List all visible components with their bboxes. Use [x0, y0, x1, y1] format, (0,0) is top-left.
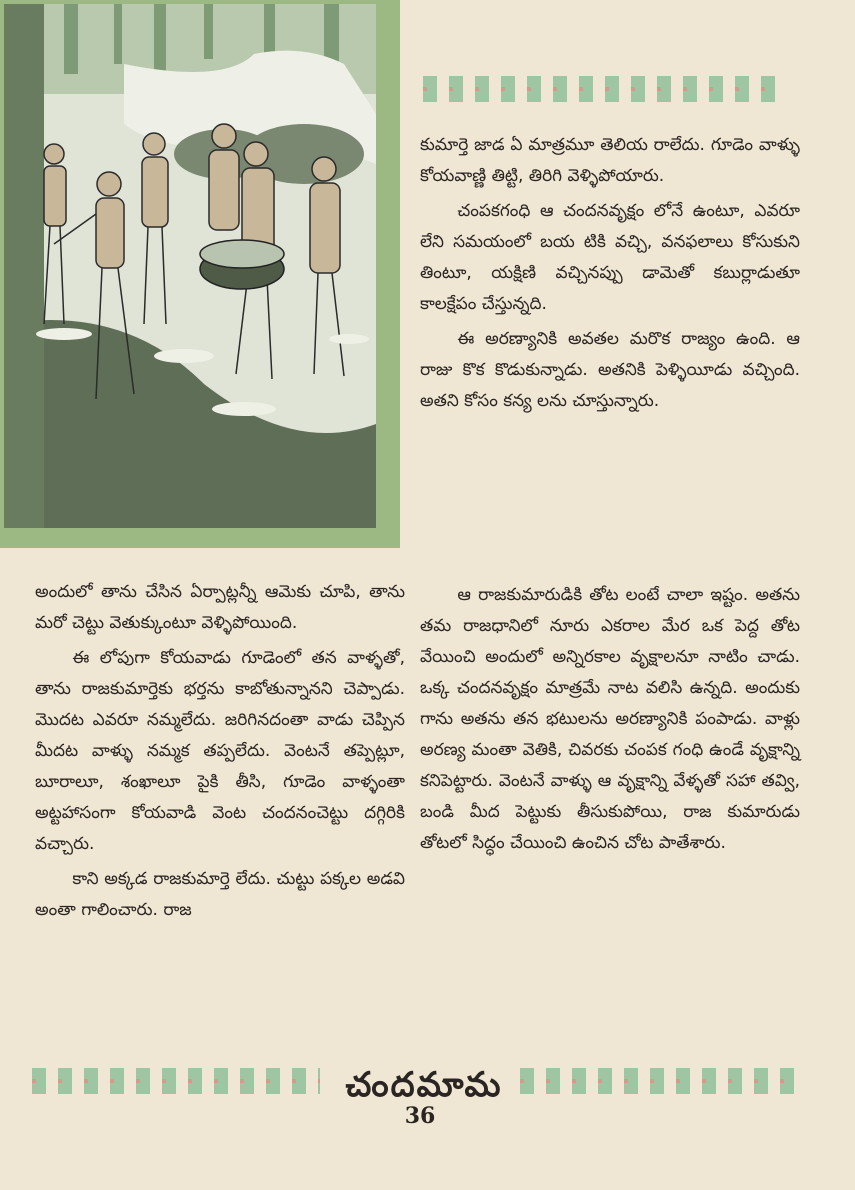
paragraph: చంపకగంధి ఆ చందనవృక్షం లోనే ఉంటూ, ఎవరూ లేని సమయంలో బయ టికి వచ్చి, వనఫలాలు కోసుకుని తింటూ, యక్షిణి వచ్చినప్పు డామెతో కబుర్లాడుతూ కాలక్షేపం చేస్తున్నది. [420, 201, 800, 314]
right-column-top [420, 130, 800, 421]
story-illustration [4, 4, 376, 528]
paragraph: ఆ రాజకుమారుడికి తోట లంటే చాలా ఇష్టం. అతను తమ రాజధానిలో నూరు ఎకరాల మేర ఒక పెద్ద తోట వేయించి అందులో అన్నిరకాల వృక్షాలనూ నాటిం చాడు. ఒక్క చందనవృక్షం మాత్రమే నాట వలిసి ఉన్నది. అందుకు గాను అతను తన భటులను అరణ్యానికి పంపాడు. వాళ్లు అరణ్య మంతా వెతికి, చివరకు చంపక గంధి ఉండే వృక్షాన్ని కనిపెట్టారు. వెంటనే వాళ్ళు ఆ వృక్షాన్ని వేళ్ళతో సహా తవ్వి, బండి మీద పెట్టుకు తీసుకుపోయి, రాజ కుమారుడు తోటలో సిద్ధం చేయించి ఉంచిన చోట పాతేశారు. [420, 585, 800, 853]
right-column-bottom [420, 580, 800, 863]
ornament-border-bottom-left [32, 1068, 320, 1094]
left-column [35, 577, 405, 930]
paragraph: కాని అక్కడ రాజకుమార్తె లేదు. చుట్టు పక్కల అడవి అంతా గాలించారు. రాజ [35, 869, 405, 920]
paragraph: ఈ లోపుగా కోయవాడు గూడెంలో తన వాళ్ళతో, తాను రాజకుమార్తెకు భర్తను కాబోతున్నానని చెప్పాడు. మొదట ఎవరూ నమ్మలేదు. జరిగినదంతా వాడు చెప్పిన మీదట వాళ్ళు నమ్మక తప్పలేదు. వెంటనే తప్పెట్లూ, బూరాలూ, శంఖాలూ పైకి తీసి, గూడెం వాళ్ళంతా అట్టహాసంగా కోయవాడి వెంట చందనంచెట్టు దగ్గిరికి వచ్చారు. [35, 648, 405, 854]
ornament-border-top [423, 76, 783, 102]
paragraph: అందులో తాను చేసిన ఏర్పాట్లన్నీ ఆమెకు చూపి, తాను మరో చెట్టు వెతుక్కుంటూ వెళ్ళిపోయింది. [35, 582, 405, 633]
ornament-border-bottom-right [520, 1068, 800, 1094]
page-number: 36 [404, 1103, 436, 1129]
magazine-title: చందమామ [345, 1065, 503, 1105]
paragraph: కుమార్తె జాడ ఏ మాత్రమూ తెలియ రాలేదు. గూడెం వాళ్ళు కోయవాణ్ణి తిట్టి, తిరిగి వెళ్ళిపోయారు. [420, 135, 800, 186]
paragraph: ఈ అరణ్యానికి అవతల మరొక రాజ్యం ఉంది. ఆ రాజు కొక కొడుకున్నాడు. అతనికి పెళ్ళియీడు వచ్చింది. అతని కోసం కన్య లను చూస్తున్నారు. [420, 329, 800, 411]
